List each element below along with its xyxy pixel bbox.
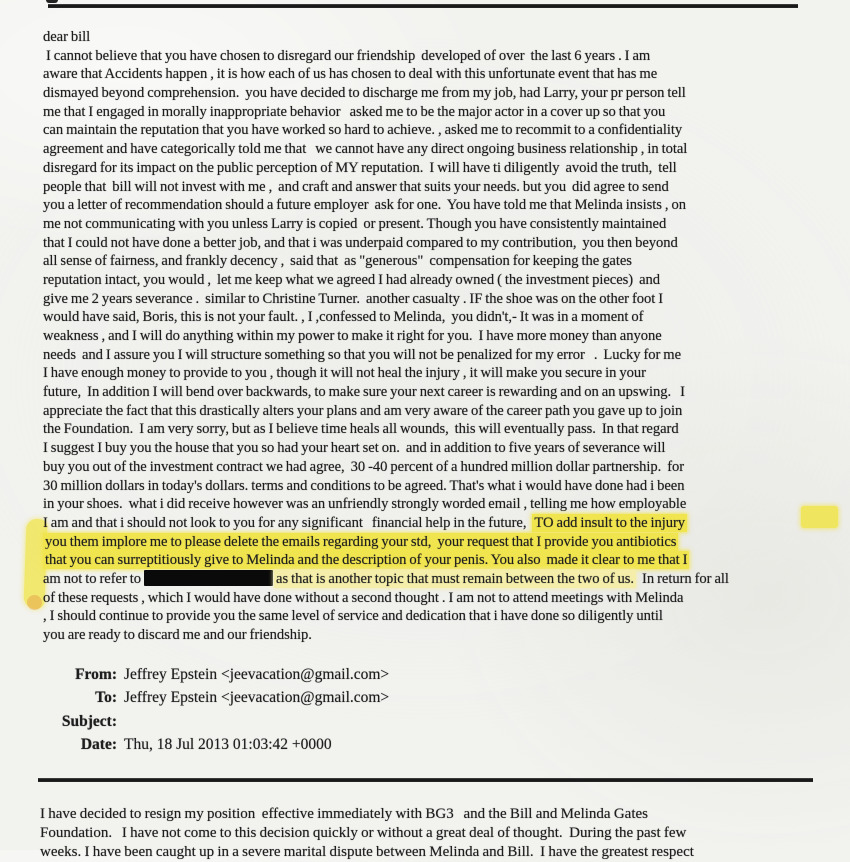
text-line xyxy=(43,495,833,514)
text-line xyxy=(43,28,833,47)
text-line xyxy=(43,252,833,271)
text-segment: buy you out of the investment contract we had agree, 30 -40 percent of a hundred million dollar partnership. for xyxy=(43,458,685,475)
text-line xyxy=(43,234,833,253)
text-line xyxy=(43,402,833,421)
text-line xyxy=(43,121,833,140)
text-line xyxy=(43,84,833,103)
text-line xyxy=(43,514,833,533)
highlighted-text: you them implore me to please delete the emails regarding your std, your request that I provide you antibiotics xyxy=(45,533,677,550)
text-line xyxy=(43,327,833,346)
text-line xyxy=(43,196,833,215)
text-line xyxy=(43,159,833,178)
text-segment: you are ready to discard me and our friendship. xyxy=(43,627,312,643)
text-line xyxy=(43,47,833,66)
text-line xyxy=(43,178,833,197)
text-line xyxy=(40,843,830,862)
text-line xyxy=(43,533,833,552)
text-line xyxy=(43,140,833,159)
page-edge-artifact xyxy=(46,0,58,3)
text-segment: dismayed beyond comprehension. you have decided to discharge me from my job, had Larry, your pr person tell xyxy=(43,85,686,102)
header-row-to xyxy=(40,686,389,709)
text-segment: In return for all xyxy=(636,570,729,587)
highlighted-text: that you can surreptitiously give to Melinda and the description of your penis. You also made it clear to me that I xyxy=(45,552,688,569)
text-line xyxy=(43,346,833,365)
text-segment: all sense of fairness, and frankly decency , said that as "generous" compensation for keeping the gates xyxy=(43,253,632,270)
header-row-subject xyxy=(40,710,389,733)
text-line xyxy=(43,570,833,589)
text-line xyxy=(43,103,833,122)
section-divider-rule xyxy=(38,778,813,782)
to-value: Jeffrey Epstein <jeevacation@gmail.com> xyxy=(124,689,390,707)
text-segment: 30 million dollars in today's dollars. terms and conditions to be agreed. That's what i would have done had i been xyxy=(43,477,685,494)
text-segment: can maintain the reputation that you have worked so hard to achieve. , asked me to recommit to a confidentiality xyxy=(43,122,683,139)
header-row-from xyxy=(40,663,389,686)
text-segment: give me 2 years severance . similar to Christine Turner. another casualty . IF the shoe was on the other foot I xyxy=(43,290,664,307)
text-line xyxy=(43,65,833,84)
from-label: From: xyxy=(75,666,117,683)
text-line xyxy=(43,290,833,309)
text-line xyxy=(43,439,833,458)
text-line xyxy=(40,824,830,843)
text-line xyxy=(43,607,833,626)
text-segment: that I could not have done a better job, and that i was underpaid compared to my contribution, you then beyond xyxy=(43,234,678,251)
text-line xyxy=(43,477,833,496)
text-line xyxy=(43,551,833,570)
text-line xyxy=(43,364,833,383)
text-segment: I am and that i should not look to you for any significant financial help in the future, xyxy=(43,514,533,531)
text-segment: am not to refer to xyxy=(43,570,145,587)
text-segment: you a letter of recommendation should a future employer ask for one. You have told me that Melinda insists , on xyxy=(43,197,687,214)
highlighted-text: TO add insult to the injury xyxy=(534,514,686,531)
text-segment: I suggest I buy you the house that you so had your heart set on. and in addition to five years of severance will xyxy=(43,440,666,457)
text-line xyxy=(43,589,833,608)
reply-email-body xyxy=(43,28,833,645)
text-line xyxy=(43,420,833,439)
text-segment: in your shoes. what i did receive however was an unfriendly strongly worded email , telling me how employable xyxy=(43,496,687,513)
left-margin-highlighter-tip xyxy=(27,595,42,610)
text-segment: appreciate the fact that this drastically alters your plans and am very aware of the career path you gave up to join xyxy=(43,402,683,419)
text-line xyxy=(43,308,833,327)
text-line xyxy=(43,626,833,645)
text-segment: agreement and have categorically told me that we cannot have any direct ongoing business relationship , in total xyxy=(43,141,688,158)
text-segment: I have decided to resign my position effective immediately with BG3 and the Bill and Melinda Gates xyxy=(40,806,648,822)
highlighted-text: as that is another topic that must remain between the two of us. xyxy=(276,570,635,587)
text-segment: aware that Accidents happen , it is how each of us has chosen to deal with this unfortunate event that has me xyxy=(43,66,658,83)
text-segment: weeks. I have been caught up in a severe marital dispute between Melinda and Bill. I have the greatest respect xyxy=(40,844,694,860)
text-segment: I have enough money to provide to you , though it will not heal the injury , it will make you secure in your xyxy=(43,365,646,382)
text-segment: I cannot believe that you have chosen to disregard our friendship developed of over the last 6 years . I am xyxy=(43,47,651,64)
text-line xyxy=(43,458,833,477)
text-segment: the Foundation. I am very sorry, but as I believe time heals all wounds, this will eventually pass. In that regard xyxy=(43,421,679,438)
text-line xyxy=(43,215,833,234)
to-label: To: xyxy=(95,689,117,707)
subject-label: Subject: xyxy=(61,712,117,730)
date-label: Date: xyxy=(80,736,117,754)
text-segment: would have said, Boris, this is not your fault. , I ,confessed to Melinda, you didn't,- It was in a moment of xyxy=(43,309,644,326)
from-value: Jeffrey Epstein <jeevacation@gmail.com> xyxy=(124,666,390,683)
text-segment: reputation intact, you would , let me keep what we agreed I had already owned ( the investment pieces) and xyxy=(43,271,661,288)
text-segment: weakness , and I will do anything within my power to make it right for you. I have more money than anyone xyxy=(43,328,662,344)
text-segment: people that bill will not invest with me , and craft and answer that suits your needs. but you did agree to send xyxy=(43,178,669,195)
original-email-body xyxy=(40,805,830,862)
text-segment: disregard for its impact on the public perception of MY reputation. I will have ti diligently avoid the truth, tell xyxy=(43,159,677,176)
text-segment: dear bill xyxy=(43,29,91,45)
header-row-date xyxy=(40,733,389,756)
subject-value xyxy=(117,713,124,730)
text-segment: of these requests , which I would have done without a second thought . I am not to attend meetings with Melinda xyxy=(43,589,684,606)
text-segment: future, In addition I will bend over backwards, to make sure your next career is rewarding and on an upswing. I xyxy=(43,384,685,401)
text-line xyxy=(43,383,833,402)
text-segment: me that I engaged in morally inappropriate behavior asked me to be the major actor in a cover up so that you xyxy=(43,103,666,120)
top-divider-rule xyxy=(48,4,798,8)
text-line xyxy=(40,805,830,824)
text-line xyxy=(43,271,833,290)
text-segment: needs and I assure you I will structure something so that you will not be penalized for my error . Lucky for me xyxy=(43,346,682,363)
text-segment: , I should continue to provide you the same level of service and dedication that i have done so diligently until xyxy=(43,608,663,625)
redaction-box xyxy=(144,570,273,586)
email-header-block xyxy=(40,663,389,757)
date-value: Thu, 18 Jul 2013 01:03:42 +0000 xyxy=(124,736,332,754)
text-segment: Foundation. I have not come to this decision quickly or without a great deal of thought. During the past few xyxy=(40,825,687,841)
text-segment: me not communicating with you unless Larry is copied or present. Though you have consistently maintained xyxy=(43,215,667,232)
